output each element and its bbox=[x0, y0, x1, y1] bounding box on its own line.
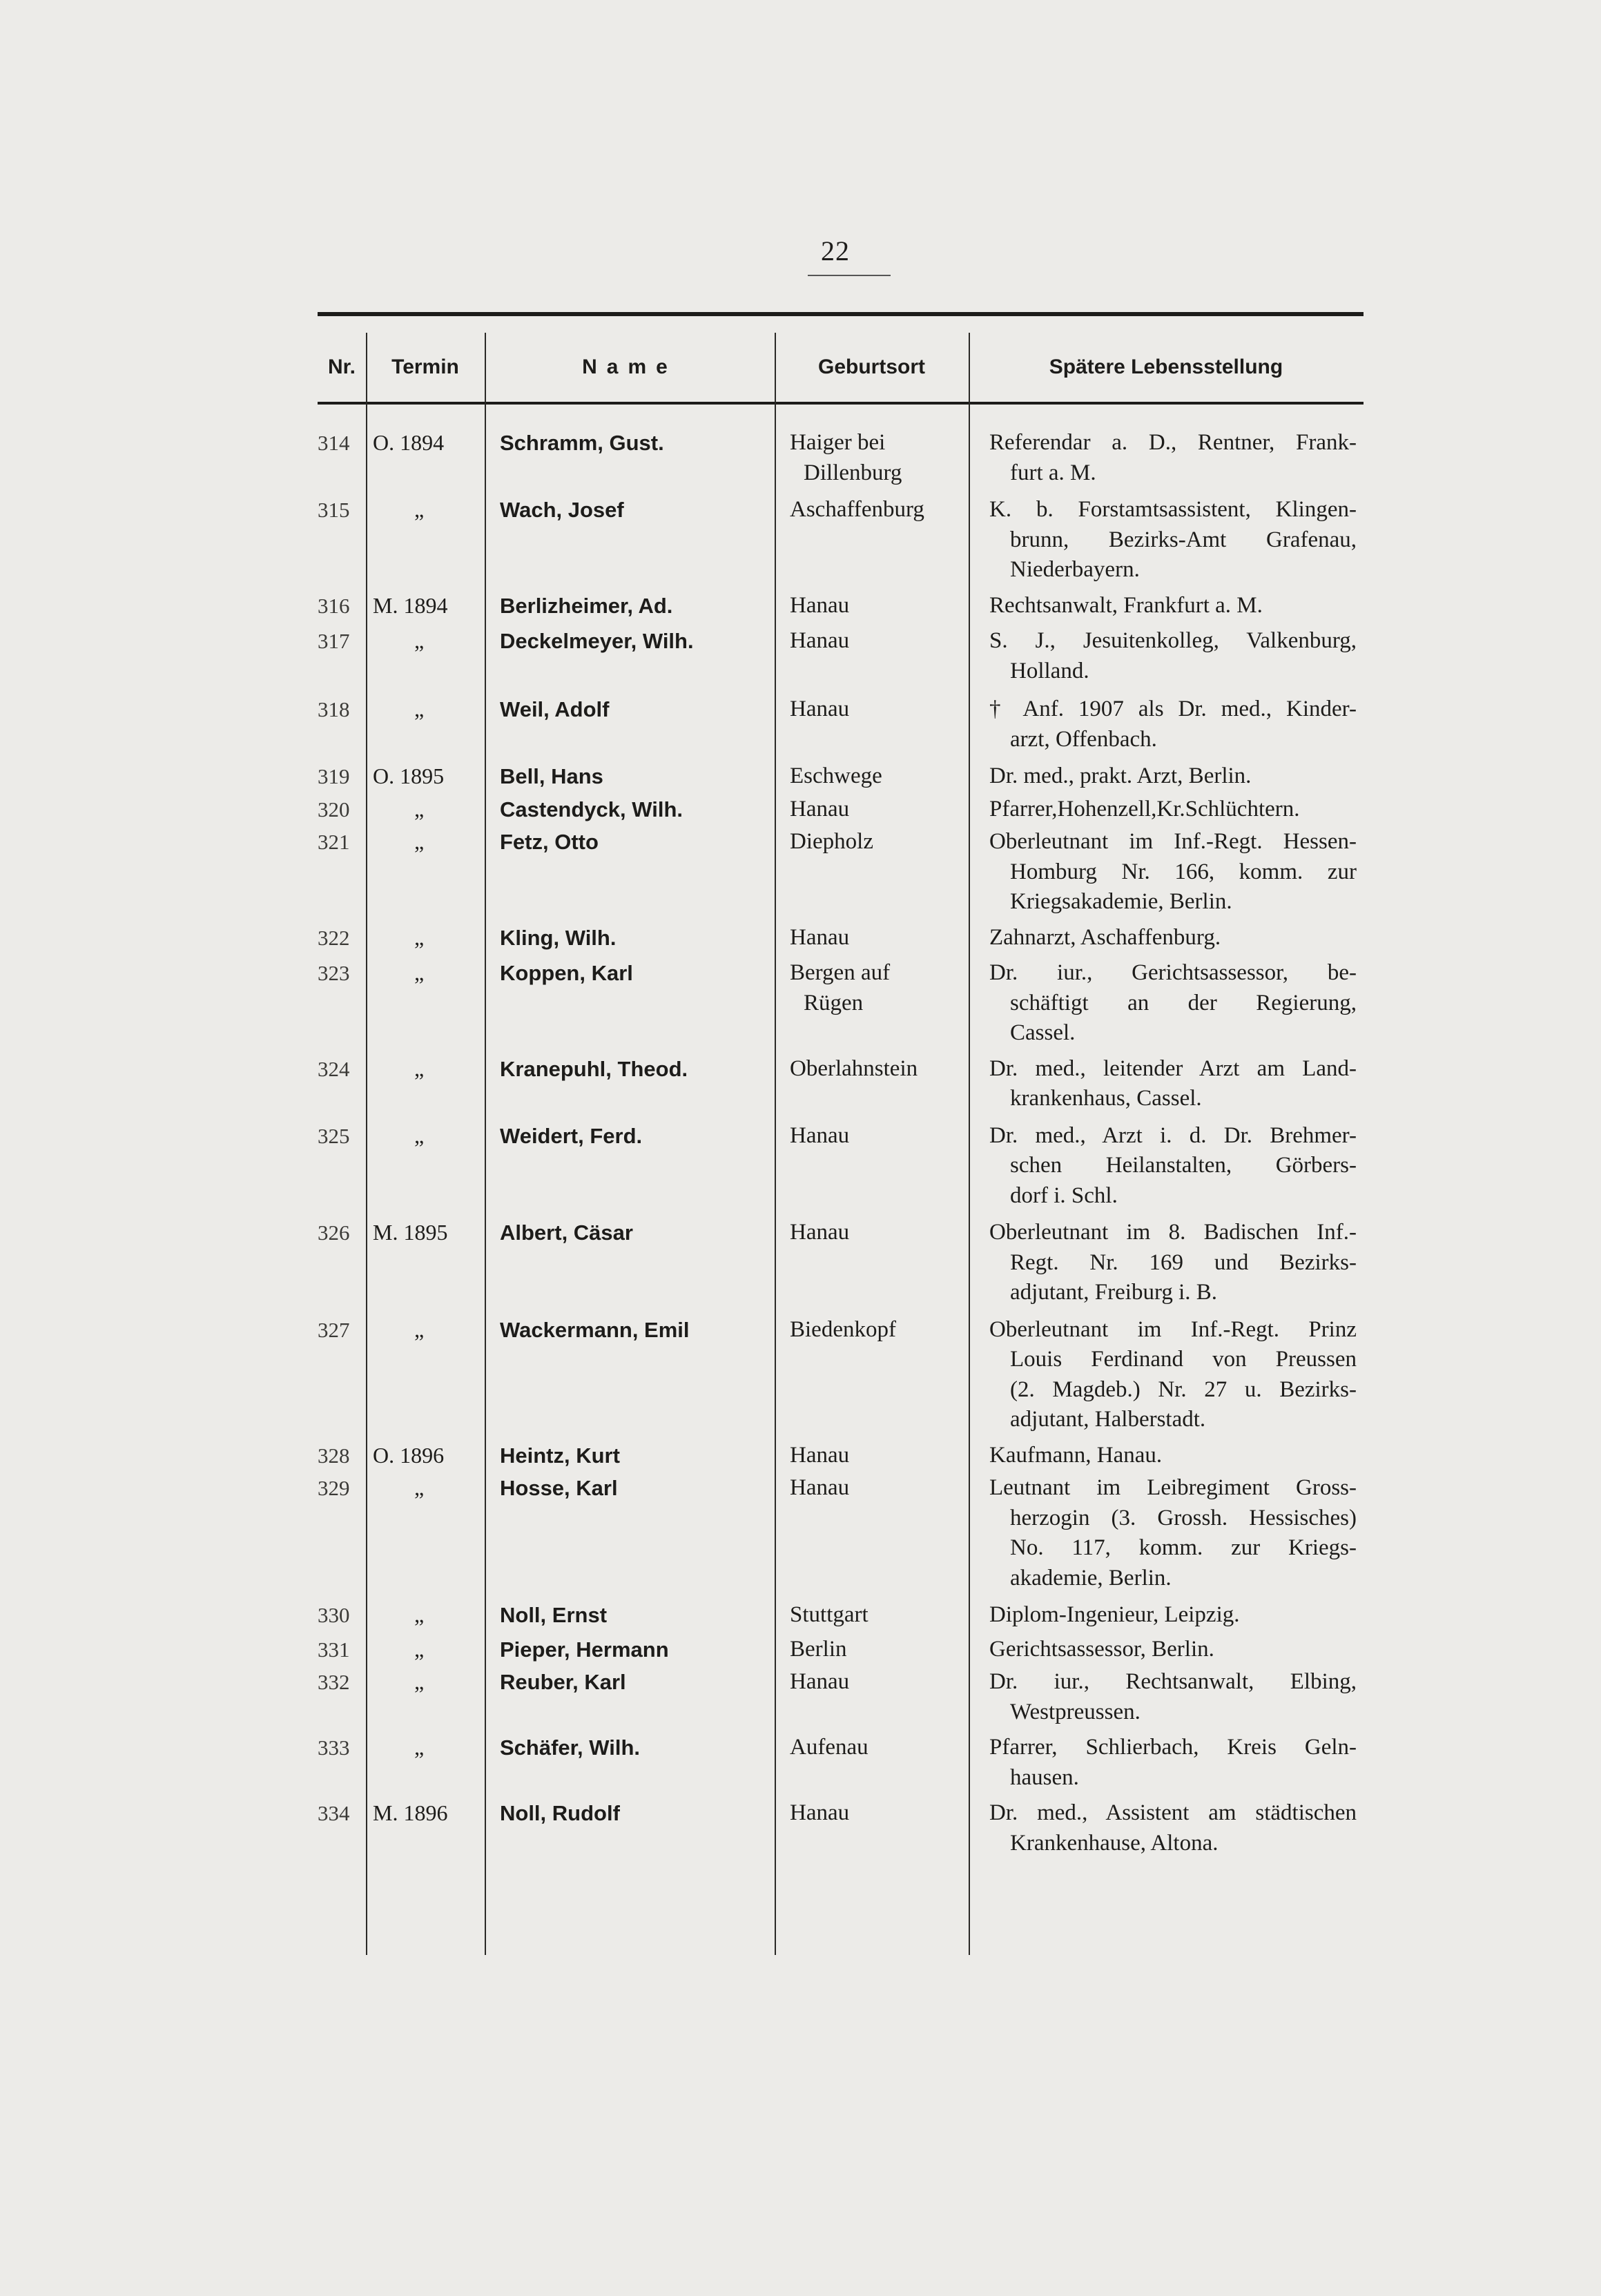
cell-name: Noll, Rudolf bbox=[500, 1801, 620, 1825]
cell-termin: M. 1895 bbox=[373, 1220, 448, 1245]
cell-termin: O. 1896 bbox=[373, 1442, 445, 1468]
cell-lebensstellung bbox=[969, 1798, 1364, 1858]
cell-geburtsort bbox=[775, 1218, 969, 1308]
cell-name: Noll, Ernst bbox=[500, 1603, 608, 1627]
geburtsort-line: Hanau bbox=[790, 697, 850, 721]
cell-nr: 316 bbox=[318, 593, 350, 618]
geburtsort-line: Hanau bbox=[790, 924, 850, 950]
lebensstellung-line: Kriegsakademie, Berlin. bbox=[1010, 889, 1232, 914]
cell-geburtsort bbox=[775, 1635, 969, 1665]
lebensstellung-line: Dr. med., prakt. Arzt, Berlin. bbox=[989, 763, 1252, 788]
cell-nr: 320 bbox=[318, 797, 350, 821]
cell-termin: „ bbox=[414, 1735, 425, 1760]
lebensstellung-line: Cassel. bbox=[1010, 1020, 1076, 1045]
lebensstellung-line: Dr. iur., Gerichtsassessor, be- bbox=[989, 960, 1357, 985]
lebensstellung-line: Zahnarzt, Aschaffenburg. bbox=[989, 924, 1221, 950]
cell-nr: 331 bbox=[318, 1637, 350, 1662]
cell-termin: „ bbox=[414, 1055, 425, 1081]
cell-lebensstellung bbox=[969, 1635, 1364, 1665]
cell-termin: „ bbox=[414, 1602, 425, 1627]
lebensstellung-line: herzogin (3. Grossh. Hessisches) bbox=[1010, 1505, 1357, 1530]
table-row bbox=[318, 694, 1364, 755]
lebensstellung-line: Referendar a. D., Rentner, Frank- bbox=[989, 430, 1357, 455]
lebensstellung-line: dorf i. Schl. bbox=[1010, 1183, 1118, 1208]
cell-name: Weil, Adolf bbox=[500, 697, 610, 721]
lebensstellung-line: adjutant, Freiburg i. B. bbox=[1010, 1280, 1218, 1305]
cell-termin: „ bbox=[414, 1122, 425, 1148]
cell-lebensstellung bbox=[969, 923, 1364, 953]
cell-name: Hosse, Karl bbox=[500, 1476, 618, 1500]
lebensstellung-line: Leutnant im Leibregiment Gross- bbox=[989, 1475, 1357, 1500]
geburtsort-line: Aufenau bbox=[790, 1735, 869, 1760]
geburtsort-line: Berlin bbox=[790, 1636, 847, 1662]
lebensstellung-line: Dr. iur., Rechtsanwalt, Elbing, bbox=[989, 1669, 1357, 1694]
cell-termin: „ bbox=[414, 697, 425, 721]
geburtsort-line: Hanau bbox=[790, 1800, 850, 1825]
cell-name: Albert, Cäsar bbox=[500, 1220, 633, 1245]
cell-termin: „ bbox=[414, 1636, 425, 1662]
table-row bbox=[318, 1733, 1364, 1793]
cell-geburtsort bbox=[775, 1667, 969, 1727]
student-register-table bbox=[318, 312, 1364, 1955]
cell-lebensstellung bbox=[969, 761, 1364, 792]
lebensstellung-line: Kaufmann, Hanau. bbox=[989, 1442, 1163, 1468]
cell-name: Koppen, Karl bbox=[500, 961, 633, 985]
cell-termin: „ bbox=[414, 960, 425, 985]
cell-nr: 324 bbox=[318, 1056, 350, 1081]
cell-nr: 323 bbox=[318, 961, 350, 985]
cell-name: Kranepuhl, Theod. bbox=[500, 1056, 688, 1081]
cell-lebensstellung bbox=[969, 1315, 1364, 1435]
cell-geburtsort bbox=[775, 761, 969, 792]
lebensstellung-line: Dr. med., Arzt i. d. Dr. Brehmer- bbox=[989, 1122, 1357, 1148]
cell-termin: „ bbox=[414, 628, 425, 653]
geburtsort-line: Hanau bbox=[790, 592, 850, 618]
cell-lebensstellung bbox=[969, 1667, 1364, 1727]
cell-termin: „ bbox=[414, 1475, 425, 1500]
cell-geburtsort bbox=[775, 626, 969, 686]
cell-lebensstellung bbox=[969, 1054, 1364, 1114]
lebensstellung-line: Niederbayern. bbox=[1010, 557, 1140, 582]
lebensstellung-line: Holland. bbox=[1010, 658, 1089, 683]
table-row bbox=[318, 761, 1364, 792]
cell-termin: „ bbox=[414, 1669, 425, 1694]
cell-lebensstellung bbox=[969, 827, 1364, 917]
cell-termin: „ bbox=[414, 924, 425, 950]
lebensstellung-line: adjutant, Halberstadt. bbox=[1010, 1407, 1206, 1432]
cell-name: Berlizheimer, Ad. bbox=[500, 593, 673, 618]
geburtsort-line: Hanau bbox=[790, 1122, 850, 1148]
cell-nr: 314 bbox=[318, 431, 350, 455]
table-row bbox=[318, 795, 1364, 825]
cell-nr: 318 bbox=[318, 697, 350, 721]
cell-geburtsort bbox=[775, 591, 969, 621]
table-row bbox=[318, 495, 1364, 585]
cell-nr: 330 bbox=[318, 1603, 350, 1627]
table-body bbox=[318, 422, 1364, 1858]
geburtsort-line: Dillenburg bbox=[804, 460, 902, 485]
cell-nr: 319 bbox=[318, 764, 350, 788]
lebensstellung-line: Oberleutnant im 8. Badischen Inf.- bbox=[989, 1220, 1357, 1245]
cell-lebensstellung bbox=[969, 1473, 1364, 1593]
geburtsort-line: Eschwege bbox=[790, 763, 882, 788]
lebensstellung-line: Dr. med., leitender Arzt am Land- bbox=[989, 1055, 1357, 1081]
cell-lebensstellung bbox=[969, 1121, 1364, 1212]
lebensstellung-line: hausen. bbox=[1010, 1764, 1079, 1790]
lebensstellung-line: brunn, Bezirks-Amt Grafenau, bbox=[1010, 527, 1357, 552]
cell-name: Heintz, Kurt bbox=[500, 1443, 620, 1468]
cell-termin: O. 1894 bbox=[373, 430, 445, 455]
lebensstellung-line: K. b. Forstamtsassistent, Klingen- bbox=[989, 497, 1357, 522]
cell-name: Bell, Hans bbox=[500, 764, 603, 788]
cell-termin: M. 1896 bbox=[373, 1800, 448, 1825]
cell-nr: 333 bbox=[318, 1735, 350, 1760]
lebensstellung-line: S. J., Jesuitenkolleg, Valkenburg, bbox=[989, 628, 1357, 653]
geburtsort-line: Biedenkopf bbox=[790, 1316, 896, 1342]
cell-geburtsort bbox=[775, 1798, 969, 1858]
cell-geburtsort bbox=[775, 958, 969, 1049]
cell-lebensstellung bbox=[969, 428, 1364, 488]
cell-geburtsort bbox=[775, 827, 969, 917]
lebensstellung-line: Dr. med., Assistent am städtischen bbox=[989, 1800, 1357, 1825]
header-nr: Nr. bbox=[327, 356, 356, 378]
cell-geburtsort bbox=[775, 495, 969, 585]
lebensstellung-line: Louis Ferdinand von Preussen bbox=[1010, 1347, 1357, 1372]
header-name: Name bbox=[582, 356, 677, 378]
cell-nr: 326 bbox=[318, 1220, 350, 1245]
header-termin: Termin bbox=[391, 356, 459, 378]
cell-geburtsort bbox=[775, 795, 969, 825]
lebensstellung-line: Gerichtsassessor, Berlin. bbox=[989, 1636, 1214, 1662]
cell-name: Reuber, Karl bbox=[500, 1670, 626, 1694]
cell-lebensstellung bbox=[969, 1441, 1364, 1471]
cell-name: Schramm, Gust. bbox=[500, 431, 664, 455]
cell-termin: „ bbox=[414, 1316, 425, 1342]
geburtsort-line: Bergen auf bbox=[790, 960, 891, 985]
page-number: 22 bbox=[821, 235, 850, 266]
cell-name: Kling, Wilh. bbox=[500, 925, 617, 950]
geburtsort-line: Stuttgart bbox=[790, 1602, 869, 1627]
cell-geburtsort bbox=[775, 923, 969, 953]
cell-lebensstellung bbox=[969, 1600, 1364, 1631]
geburtsort-line: Haiger bei bbox=[790, 430, 886, 455]
geburtsort-line: Hanau bbox=[790, 1669, 850, 1694]
lebensstellung-line: Regt. Nr. 169 und Bezirks- bbox=[1010, 1249, 1357, 1275]
cell-name: Castendyck, Wilh. bbox=[500, 797, 683, 821]
cell-lebensstellung bbox=[969, 795, 1364, 825]
cell-nr: 334 bbox=[318, 1801, 350, 1825]
cell-lebensstellung bbox=[969, 958, 1364, 1049]
lebensstellung-line: krankenhaus, Cassel. bbox=[1010, 1086, 1202, 1111]
cell-nr: 322 bbox=[318, 925, 350, 950]
table-row bbox=[318, 958, 1364, 1049]
table-row bbox=[318, 428, 1364, 488]
lebensstellung-line: Krankenhause, Altona. bbox=[1010, 1830, 1219, 1856]
cell-nr: 321 bbox=[318, 830, 350, 854]
cell-termin: „ bbox=[414, 497, 425, 522]
table-row bbox=[318, 923, 1364, 953]
cell-geburtsort bbox=[775, 1733, 969, 1793]
geburtsort-line: Oberlahnstein bbox=[790, 1055, 918, 1081]
cell-name: Schäfer, Wilh. bbox=[500, 1735, 640, 1760]
cell-name: Pieper, Hermann bbox=[500, 1637, 669, 1662]
lebensstellung-line: (2. Magdeb.) Nr. 27 u. Bezirks- bbox=[1010, 1376, 1357, 1402]
cell-geburtsort bbox=[775, 1600, 969, 1631]
cell-geburtsort bbox=[775, 1441, 969, 1471]
geburtsort-line: Hanau bbox=[790, 1442, 850, 1468]
lebensstellung-line: Oberleutnant im Inf.-Regt. Prinz bbox=[989, 1316, 1357, 1342]
cell-termin: M. 1894 bbox=[373, 592, 448, 618]
cell-name: Wackermann, Emil bbox=[500, 1317, 690, 1342]
cell-nr: 317 bbox=[318, 629, 350, 653]
geburtsort-line: Hanau bbox=[790, 796, 850, 821]
lebensstellung-line: Oberleutnant im Inf.-Regt. Hessen- bbox=[989, 829, 1357, 854]
lebensstellung-line: Westpreussen. bbox=[1010, 1699, 1141, 1724]
cell-lebensstellung bbox=[969, 694, 1364, 755]
cell-termin: „ bbox=[414, 829, 425, 854]
geburtsort-line: Diepholz bbox=[790, 829, 873, 854]
cell-lebensstellung bbox=[969, 495, 1364, 585]
table-row bbox=[318, 626, 1364, 686]
cell-termin: „ bbox=[414, 796, 425, 821]
table-row bbox=[318, 591, 1364, 621]
lebensstellung-line: schen Heilanstalten, Görbers- bbox=[1010, 1153, 1357, 1178]
page-number-underline bbox=[808, 275, 891, 276]
table-row bbox=[318, 1121, 1364, 1212]
table-row bbox=[318, 1054, 1364, 1114]
cell-name: Deckelmeyer, Wilh. bbox=[500, 629, 694, 653]
cell-name: Weidert, Ferd. bbox=[500, 1123, 643, 1148]
lebensstellung-line: akademie, Berlin. bbox=[1010, 1565, 1172, 1590]
geburtsort-line: Rügen bbox=[804, 990, 864, 1015]
cell-geburtsort bbox=[775, 694, 969, 755]
geburtsort-line: Aschaffenburg bbox=[790, 497, 924, 522]
table-row bbox=[318, 1798, 1364, 1858]
lebensstellung-line: Rechtsanwalt, Frankfurt a. M. bbox=[989, 592, 1263, 618]
table-row bbox=[318, 1441, 1364, 1471]
table-row bbox=[318, 1473, 1364, 1593]
cell-nr: 329 bbox=[318, 1476, 350, 1500]
lebensstellung-line: furt a. M. bbox=[1010, 460, 1096, 485]
table-header-rule bbox=[318, 402, 1364, 405]
lebensstellung-line: Homburg Nr. 166, komm. zur bbox=[1010, 859, 1357, 884]
cell-geburtsort bbox=[775, 1473, 969, 1593]
cell-name: Wach, Josef bbox=[500, 498, 624, 522]
cell-geburtsort bbox=[775, 1054, 969, 1114]
cell-nr: 327 bbox=[318, 1317, 350, 1342]
table-row bbox=[318, 1635, 1364, 1665]
geburtsort-line: Hanau bbox=[790, 1475, 850, 1500]
table-row bbox=[318, 1600, 1364, 1631]
cell-geburtsort bbox=[775, 1121, 969, 1212]
lebensstellung-line: Diplom-Ingenieur, Leipzig. bbox=[989, 1602, 1240, 1627]
lebensstellung-line: Pfarrer,Hohenzell,Kr.Schlüchtern. bbox=[989, 796, 1300, 821]
table-row bbox=[318, 1667, 1364, 1727]
lebensstellung-line: No. 117, komm. zur Kriegs- bbox=[1010, 1535, 1357, 1560]
header-geburtsort: Geburtsort bbox=[817, 356, 925, 378]
cell-nr: 332 bbox=[318, 1670, 350, 1694]
lebensstellung-line: Pfarrer, Schlierbach, Kreis Geln- bbox=[989, 1735, 1357, 1760]
cell-termin: O. 1895 bbox=[373, 763, 445, 788]
cell-lebensstellung bbox=[969, 626, 1364, 686]
lebensstellung-line: † Anf. 1907 als Dr. med., Kinder- bbox=[989, 697, 1357, 721]
cell-lebensstellung bbox=[969, 591, 1364, 621]
cell-nr: 315 bbox=[318, 498, 350, 522]
cell-geburtsort bbox=[775, 1315, 969, 1435]
geburtsort-line: Hanau bbox=[790, 1220, 850, 1245]
table-row bbox=[318, 827, 1364, 917]
cell-nr: 328 bbox=[318, 1443, 350, 1468]
cell-nr: 325 bbox=[318, 1123, 350, 1148]
cell-name: Fetz, Otto bbox=[500, 830, 599, 854]
table-row bbox=[318, 1315, 1364, 1435]
cell-lebensstellung bbox=[969, 1218, 1364, 1308]
cell-geburtsort bbox=[775, 428, 969, 488]
lebensstellung-line: arzt, Offenbach. bbox=[1010, 726, 1157, 752]
geburtsort-line: Hanau bbox=[790, 628, 850, 653]
cell-lebensstellung bbox=[969, 1733, 1364, 1793]
header-lebensstellung: Spätere Lebensstellung bbox=[1049, 356, 1283, 378]
lebensstellung-line: schäftigt an der Regierung, bbox=[1010, 990, 1357, 1015]
table-row bbox=[318, 1218, 1364, 1308]
table-top-rule bbox=[318, 312, 1364, 316]
